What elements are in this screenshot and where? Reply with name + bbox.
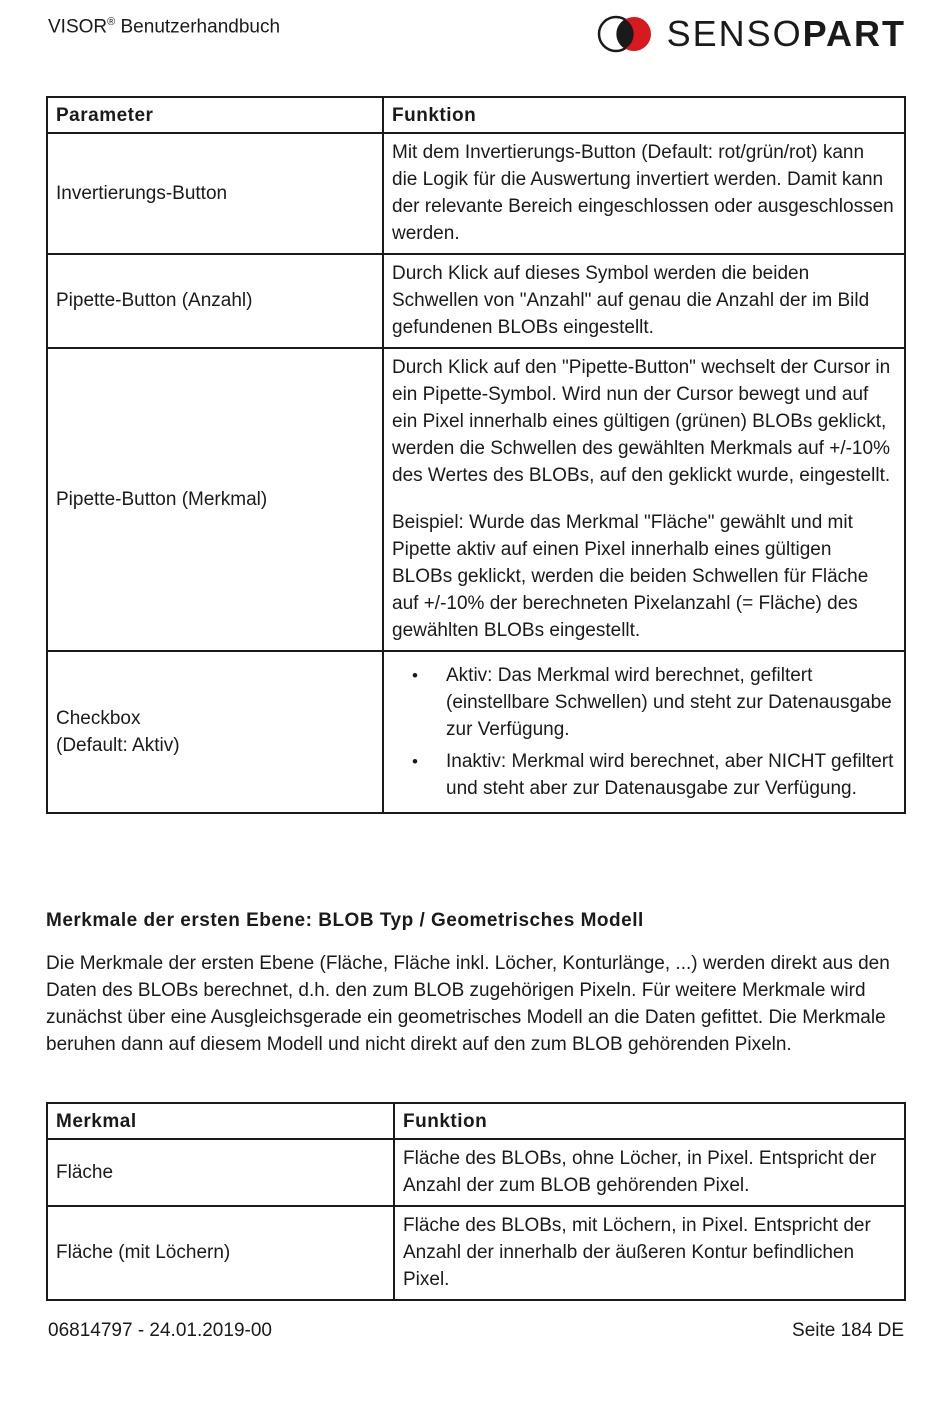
table-row [47, 133, 905, 254]
table-row [47, 1139, 905, 1206]
function-cell: Fläche des BLOBs, mit Löchern, in Pixel. Entspricht der Anzahl der innerhalb der äußeren Kontur befindlichen Pixel. [394, 1206, 905, 1300]
table-row [47, 1206, 905, 1300]
list-item: • Aktiv: Das Merkmal wird berechnet, gefiltert (einstellbare Schwellen) und steht zur Datenausgabe zur Verfügung. [446, 662, 894, 743]
feature-cell: Fläche [47, 1139, 394, 1206]
function-paragraph: Durch Klick auf den "Pipette-Button" wechselt der Cursor in ein Pipette-Symbol. Wird nun der Cursor bewegt und auf ein Pixel innerhalb eines gültigen (grünen) BLOBs geklickt, werden die Schwellen des gewählten Merkmals auf +/-10% des Wertes des BLOBs, auf den geklickt wurde, eingestellt. [392, 357, 891, 486]
parameter-table [46, 96, 906, 814]
section-body: Die Merkmale der ersten Ebene (Fläche, Fläche inkl. Löcher, Konturlänge, ...) werden direkt aus den Daten des BLOBs berechnet, d.h. den zum BLOB zugehörigen Pixeln. Für weitere Merkmale wird zunächst über eine Ausgleichsgerade ein geometrisches Modell an die Daten gefittet. Die Merkmale beruhen dann auf diesem Modell und nicht direkt auf den zum BLOB gehörenden Pixeln. [46, 953, 890, 1055]
function-cell [383, 348, 905, 651]
document-title-main: VISOR [48, 16, 108, 38]
feature-cell: Fläche (mit Löchern) [47, 1206, 394, 1300]
function-cell [383, 651, 905, 813]
list-item: • Inaktiv: Merkmal wird berechnet, aber NICHT gefiltert und steht aber zur Datenausgabe zur Verfügung. [446, 748, 894, 802]
table-row [47, 254, 905, 348]
bullet-list [392, 662, 894, 802]
page-number: Seite 184 DE [792, 1320, 904, 1341]
registered-mark: ® [107, 16, 116, 28]
document-title [48, 16, 280, 38]
feature-table [46, 1102, 906, 1301]
sensopart-logo [597, 14, 906, 54]
parameter-cell: Pipette-Button (Anzahl) [47, 254, 383, 348]
function-cell: Mit dem Invertierungs-Button (Default: rot/grün/rot) kann die Logik für die Auswertung invertiert werden. Damit kann der relevante Bereich eingeschlossen oder ausgeschlossen werden. [383, 133, 905, 254]
function-cell: Durch Klick auf dieses Symbol werden die beiden Schwellen von "Anzahl" auf genau die Anzahl der im Bild gefundenen BLOBs eingestellt. [383, 254, 905, 348]
section-heading: Merkmale der ersten Ebene: BLOB Typ / Geometrisches Modell [46, 910, 644, 931]
parameter-cell: Invertierungs-Button [47, 133, 383, 254]
column-header: Funktion [383, 97, 905, 133]
parameter-cell: Pipette-Button (Merkmal) [47, 348, 383, 651]
page-header [48, 14, 906, 54]
table-header-row [47, 97, 905, 133]
parameter-name: Checkbox [56, 707, 141, 729]
column-header: Funktion [394, 1103, 905, 1139]
parameter-cell [47, 651, 383, 813]
logo-wordmark: SENSOPART [666, 13, 906, 54]
column-header: Merkmal [47, 1103, 394, 1139]
table-row [47, 651, 905, 813]
example-paragraph: Beispiel: Wurde das Merkmal "Fläche" gewählt und mit Pipette aktiv auf einen Pixel innerhalb eines gültigen BLOBs geklickt, werden die beiden Schwellen für Fläche auf +/-10% der berechneten Pixelanzahl (= Fläche) des gewählten BLOBs eingestellt. [392, 512, 869, 641]
table-row [47, 348, 905, 651]
table-header-row [47, 1103, 905, 1139]
document-number: 06814797 - 24.01.2019-00 [48, 1320, 272, 1341]
document-title-rest: Benutzerhandbuch [115, 16, 281, 38]
parameter-default: (Default: Aktiv) [56, 734, 180, 756]
logo-circles-icon [597, 15, 653, 53]
function-cell: Fläche des BLOBs, ohne Löcher, in Pixel. Entspricht der Anzahl der zum BLOB gehörenden Pixel. [394, 1139, 905, 1206]
column-header: Parameter [47, 97, 383, 133]
